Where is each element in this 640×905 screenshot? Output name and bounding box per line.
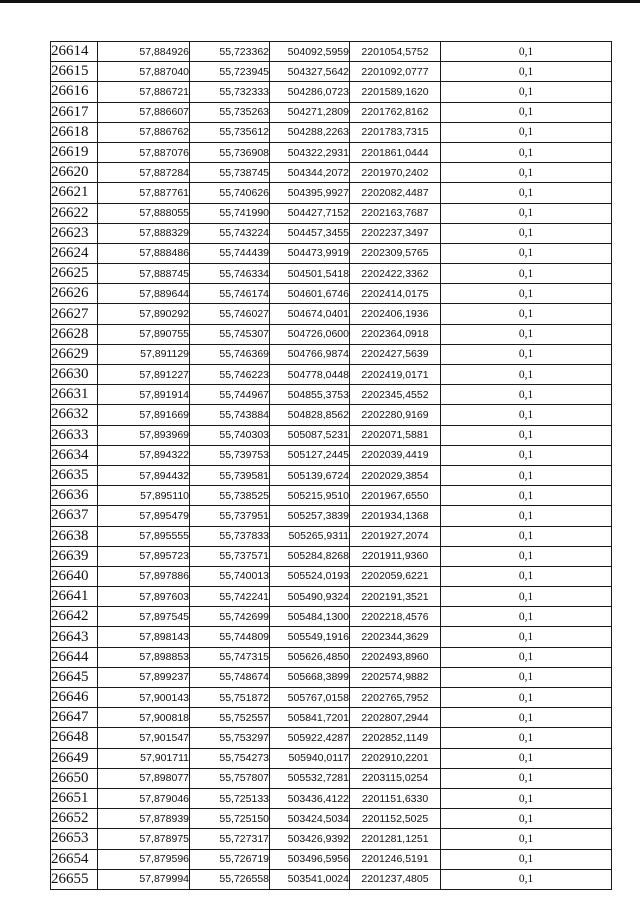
x-coordinate-cell: 504271,2809 (270, 102, 350, 122)
y-coordinate-cell: 2202029,3854 (350, 465, 441, 485)
longitude-cell: 55,744809 (190, 627, 270, 647)
latitude-cell: 57,886607 (98, 102, 190, 122)
table-row (51, 163, 612, 183)
longitude-cell: 55,723362 (190, 42, 270, 62)
x-coordinate-cell: 505215,9510 (270, 486, 350, 506)
point-number-cell: 26643 (51, 627, 98, 647)
accuracy-cell: 0,1 (441, 102, 612, 122)
accuracy-cell: 0,1 (441, 324, 612, 344)
point-number-cell: 26633 (51, 425, 98, 445)
longitude-cell: 55,743884 (190, 405, 270, 425)
table-row (51, 183, 612, 203)
longitude-cell: 55,738745 (190, 163, 270, 183)
accuracy-cell: 0,1 (441, 344, 612, 364)
latitude-cell: 57,887284 (98, 163, 190, 183)
latitude-cell: 57,898077 (98, 768, 190, 788)
longitude-cell: 55,723945 (190, 62, 270, 82)
longitude-cell: 55,747315 (190, 647, 270, 667)
accuracy-cell: 0,1 (441, 869, 612, 889)
table-row (51, 506, 612, 526)
x-coordinate-cell: 505490,9324 (270, 587, 350, 607)
longitude-cell: 55,735612 (190, 122, 270, 142)
accuracy-cell: 0,1 (441, 304, 612, 324)
y-coordinate-cell: 2202427,5639 (350, 344, 441, 364)
table-row (51, 809, 612, 829)
point-number-cell: 26638 (51, 526, 98, 546)
longitude-cell: 55,726558 (190, 869, 270, 889)
accuracy-cell: 0,1 (441, 768, 612, 788)
x-coordinate-cell: 504674,0401 (270, 304, 350, 324)
x-coordinate-cell: 504457,3455 (270, 223, 350, 243)
point-number-cell: 26641 (51, 587, 98, 607)
latitude-cell: 57,887761 (98, 183, 190, 203)
accuracy-cell: 0,1 (441, 163, 612, 183)
accuracy-cell: 0,1 (441, 264, 612, 284)
longitude-cell: 55,746369 (190, 344, 270, 364)
x-coordinate-cell: 504395,9927 (270, 183, 350, 203)
y-coordinate-cell: 2202344,3629 (350, 627, 441, 647)
longitude-cell: 55,746334 (190, 264, 270, 284)
y-coordinate-cell: 2202765,7952 (350, 688, 441, 708)
y-coordinate-cell: 2201151,6330 (350, 788, 441, 808)
y-coordinate-cell: 2202852,1149 (350, 728, 441, 748)
y-coordinate-cell: 2202807,2944 (350, 708, 441, 728)
accuracy-cell: 0,1 (441, 62, 612, 82)
latitude-cell: 57,886762 (98, 122, 190, 142)
longitude-cell: 55,752557 (190, 708, 270, 728)
table-row (51, 304, 612, 324)
accuracy-cell: 0,1 (441, 425, 612, 445)
latitude-cell: 57,901547 (98, 728, 190, 748)
latitude-cell: 57,888745 (98, 264, 190, 284)
table-row (51, 708, 612, 728)
y-coordinate-cell: 2202218,4576 (350, 607, 441, 627)
accuracy-cell: 0,1 (441, 627, 612, 647)
x-coordinate-cell: 504288,2263 (270, 122, 350, 142)
x-coordinate-cell: 504344,2072 (270, 163, 350, 183)
point-number-cell: 26616 (51, 82, 98, 102)
x-coordinate-cell: 505284,8268 (270, 546, 350, 566)
y-coordinate-cell: 2202419,0171 (350, 365, 441, 385)
latitude-cell: 57,891914 (98, 385, 190, 405)
table-row (51, 264, 612, 284)
table-row (51, 546, 612, 566)
point-number-cell: 26624 (51, 243, 98, 263)
accuracy-cell: 0,1 (441, 647, 612, 667)
accuracy-cell: 0,1 (441, 284, 612, 304)
y-coordinate-cell: 2202493,8960 (350, 647, 441, 667)
longitude-cell: 55,739753 (190, 445, 270, 465)
table-row (51, 647, 612, 667)
accuracy-cell: 0,1 (441, 667, 612, 687)
latitude-cell: 57,891129 (98, 344, 190, 364)
table-row (51, 486, 612, 506)
latitude-cell: 57,895479 (98, 506, 190, 526)
longitude-cell: 55,751872 (190, 688, 270, 708)
point-number-cell: 26652 (51, 809, 98, 829)
accuracy-cell: 0,1 (441, 465, 612, 485)
longitude-cell: 55,742699 (190, 607, 270, 627)
y-coordinate-cell: 2201152,5025 (350, 809, 441, 829)
latitude-cell: 57,901711 (98, 748, 190, 768)
point-number-cell: 26642 (51, 607, 98, 627)
point-number-cell: 26631 (51, 385, 98, 405)
y-coordinate-cell: 2201911,9360 (350, 546, 441, 566)
point-number-cell: 26653 (51, 829, 98, 849)
longitude-cell: 55,737833 (190, 526, 270, 546)
x-coordinate-cell: 505841,7201 (270, 708, 350, 728)
point-number-cell: 26630 (51, 365, 98, 385)
latitude-cell: 57,884926 (98, 42, 190, 62)
x-coordinate-cell: 504327,5642 (270, 62, 350, 82)
table-row (51, 284, 612, 304)
longitude-cell: 55,726719 (190, 849, 270, 869)
latitude-cell: 57,898143 (98, 627, 190, 647)
x-coordinate-cell: 504828,8562 (270, 405, 350, 425)
accuracy-cell: 0,1 (441, 728, 612, 748)
x-coordinate-cell: 504473,9919 (270, 243, 350, 263)
accuracy-cell: 0,1 (441, 122, 612, 142)
table-row (51, 829, 612, 849)
y-coordinate-cell: 2202910,2201 (350, 748, 441, 768)
latitude-cell: 57,895110 (98, 486, 190, 506)
y-coordinate-cell: 2201967,6550 (350, 486, 441, 506)
point-number-cell: 26621 (51, 183, 98, 203)
longitude-cell: 55,735263 (190, 102, 270, 122)
point-number-cell: 26627 (51, 304, 98, 324)
accuracy-cell: 0,1 (441, 688, 612, 708)
accuracy-cell: 0,1 (441, 788, 612, 808)
table-row (51, 42, 612, 62)
coordinates-table-body (51, 42, 612, 890)
x-coordinate-cell: 504726,0600 (270, 324, 350, 344)
y-coordinate-cell: 2201054,5752 (350, 42, 441, 62)
table-row (51, 405, 612, 425)
x-coordinate-cell: 505767,0158 (270, 688, 350, 708)
longitude-cell: 55,727317 (190, 829, 270, 849)
table-row (51, 849, 612, 869)
latitude-cell: 57,890292 (98, 304, 190, 324)
latitude-cell: 57,897603 (98, 587, 190, 607)
point-number-cell: 26628 (51, 324, 98, 344)
point-number-cell: 26648 (51, 728, 98, 748)
point-number-cell: 26625 (51, 264, 98, 284)
point-number-cell: 26649 (51, 748, 98, 768)
longitude-cell: 55,746223 (190, 365, 270, 385)
x-coordinate-cell: 503541,0024 (270, 869, 350, 889)
point-number-cell: 26623 (51, 223, 98, 243)
accuracy-cell: 0,1 (441, 849, 612, 869)
accuracy-cell: 0,1 (441, 82, 612, 102)
latitude-cell: 57,897545 (98, 607, 190, 627)
x-coordinate-cell: 505524,0193 (270, 566, 350, 586)
point-number-cell: 26614 (51, 42, 98, 62)
point-number-cell: 26639 (51, 546, 98, 566)
accuracy-cell: 0,1 (441, 223, 612, 243)
x-coordinate-cell: 504778,0448 (270, 365, 350, 385)
accuracy-cell: 0,1 (441, 203, 612, 223)
table-row (51, 223, 612, 243)
y-coordinate-cell: 2202422,3362 (350, 264, 441, 284)
x-coordinate-cell: 504322,2931 (270, 142, 350, 162)
latitude-cell: 57,891227 (98, 365, 190, 385)
point-number-cell: 26629 (51, 344, 98, 364)
longitude-cell: 55,738525 (190, 486, 270, 506)
x-coordinate-cell: 504766,9874 (270, 344, 350, 364)
latitude-cell: 57,888486 (98, 243, 190, 263)
accuracy-cell: 0,1 (441, 708, 612, 728)
x-coordinate-cell: 505484,1300 (270, 607, 350, 627)
accuracy-cell: 0,1 (441, 829, 612, 849)
point-number-cell: 26647 (51, 708, 98, 728)
x-coordinate-cell: 505257,3839 (270, 506, 350, 526)
accuracy-cell: 0,1 (441, 587, 612, 607)
table-row (51, 203, 612, 223)
x-coordinate-cell: 505139,6724 (270, 465, 350, 485)
latitude-cell: 57,900818 (98, 708, 190, 728)
y-coordinate-cell: 2201927,2074 (350, 526, 441, 546)
x-coordinate-cell: 504601,6746 (270, 284, 350, 304)
y-coordinate-cell: 2201589,1620 (350, 82, 441, 102)
longitude-cell: 55,725150 (190, 809, 270, 829)
y-coordinate-cell: 2202082,4487 (350, 183, 441, 203)
point-number-cell: 26619 (51, 142, 98, 162)
latitude-cell: 57,890755 (98, 324, 190, 344)
x-coordinate-cell: 504286,0723 (270, 82, 350, 102)
point-number-cell: 26634 (51, 445, 98, 465)
point-number-cell: 26646 (51, 688, 98, 708)
y-coordinate-cell: 2201934,1368 (350, 506, 441, 526)
table-row (51, 385, 612, 405)
x-coordinate-cell: 505549,1916 (270, 627, 350, 647)
y-coordinate-cell: 2202059,6221 (350, 566, 441, 586)
longitude-cell: 55,743224 (190, 223, 270, 243)
point-number-cell: 26637 (51, 506, 98, 526)
latitude-cell: 57,891669 (98, 405, 190, 425)
point-number-cell: 26615 (51, 62, 98, 82)
table-row (51, 667, 612, 687)
table-row (51, 788, 612, 808)
table-row (51, 728, 612, 748)
table-row (51, 142, 612, 162)
accuracy-cell: 0,1 (441, 546, 612, 566)
longitude-cell: 55,732333 (190, 82, 270, 102)
y-coordinate-cell: 2201092,0777 (350, 62, 441, 82)
longitude-cell: 55,739581 (190, 465, 270, 485)
y-coordinate-cell: 2202163,7687 (350, 203, 441, 223)
point-number-cell: 26636 (51, 486, 98, 506)
y-coordinate-cell: 2202364,0918 (350, 324, 441, 344)
table-row (51, 768, 612, 788)
latitude-cell: 57,895555 (98, 526, 190, 546)
latitude-cell: 57,893969 (98, 425, 190, 445)
x-coordinate-cell: 503436,4122 (270, 788, 350, 808)
y-coordinate-cell: 2202414,0175 (350, 284, 441, 304)
longitude-cell: 55,740013 (190, 566, 270, 586)
latitude-cell: 57,898853 (98, 647, 190, 667)
longitude-cell: 55,746027 (190, 304, 270, 324)
y-coordinate-cell: 2202406,1936 (350, 304, 441, 324)
longitude-cell: 55,741990 (190, 203, 270, 223)
x-coordinate-cell: 503426,9392 (270, 829, 350, 849)
latitude-cell: 57,899237 (98, 667, 190, 687)
longitude-cell: 55,748674 (190, 667, 270, 687)
point-number-cell: 26640 (51, 566, 98, 586)
table-row (51, 587, 612, 607)
y-coordinate-cell: 2202191,3521 (350, 587, 441, 607)
x-coordinate-cell: 505626,4850 (270, 647, 350, 667)
point-number-cell: 26622 (51, 203, 98, 223)
longitude-cell: 55,725133 (190, 788, 270, 808)
x-coordinate-cell: 504092,5959 (270, 42, 350, 62)
x-coordinate-cell: 505087,5231 (270, 425, 350, 445)
table-row (51, 82, 612, 102)
longitude-cell: 55,754273 (190, 748, 270, 768)
accuracy-cell: 0,1 (441, 486, 612, 506)
y-coordinate-cell: 2201783,7315 (350, 122, 441, 142)
table-row (51, 425, 612, 445)
x-coordinate-cell: 504427,7152 (270, 203, 350, 223)
point-number-cell: 26650 (51, 768, 98, 788)
x-coordinate-cell: 503496,5956 (270, 849, 350, 869)
latitude-cell: 57,894432 (98, 465, 190, 485)
point-number-cell: 26632 (51, 405, 98, 425)
point-number-cell: 26620 (51, 163, 98, 183)
accuracy-cell: 0,1 (441, 566, 612, 586)
x-coordinate-cell: 504855,3753 (270, 385, 350, 405)
x-coordinate-cell: 504501,5418 (270, 264, 350, 284)
accuracy-cell: 0,1 (441, 42, 612, 62)
longitude-cell: 55,746174 (190, 284, 270, 304)
table-row (51, 566, 612, 586)
y-coordinate-cell: 2201246,5191 (350, 849, 441, 869)
latitude-cell: 57,888055 (98, 203, 190, 223)
latitude-cell: 57,879994 (98, 869, 190, 889)
y-coordinate-cell: 2201762,8162 (350, 102, 441, 122)
table-row (51, 465, 612, 485)
table-row (51, 62, 612, 82)
point-number-cell: 26618 (51, 122, 98, 142)
accuracy-cell: 0,1 (441, 748, 612, 768)
longitude-cell: 55,740626 (190, 183, 270, 203)
table-row (51, 243, 612, 263)
point-number-cell: 26626 (51, 284, 98, 304)
table-row (51, 344, 612, 364)
y-coordinate-cell: 2202280,9169 (350, 405, 441, 425)
table-row (51, 607, 612, 627)
accuracy-cell: 0,1 (441, 809, 612, 829)
scan-edge-line (0, 0, 640, 3)
y-coordinate-cell: 2201861,0444 (350, 142, 441, 162)
longitude-cell: 55,753297 (190, 728, 270, 748)
y-coordinate-cell: 2202345,4552 (350, 385, 441, 405)
table-row (51, 526, 612, 546)
x-coordinate-cell: 505668,3899 (270, 667, 350, 687)
table-row (51, 102, 612, 122)
y-coordinate-cell: 2201237,4805 (350, 869, 441, 889)
latitude-cell: 57,887040 (98, 62, 190, 82)
latitude-cell: 57,894322 (98, 445, 190, 465)
table-row (51, 627, 612, 647)
y-coordinate-cell: 2202237,3497 (350, 223, 441, 243)
point-number-cell: 26645 (51, 667, 98, 687)
table-row (51, 365, 612, 385)
accuracy-cell: 0,1 (441, 506, 612, 526)
x-coordinate-cell: 505940,0117 (270, 748, 350, 768)
table-row (51, 748, 612, 768)
accuracy-cell: 0,1 (441, 445, 612, 465)
longitude-cell: 55,737571 (190, 546, 270, 566)
y-coordinate-cell: 2203115,0254 (350, 768, 441, 788)
table-row (51, 324, 612, 344)
y-coordinate-cell: 2201970,2402 (350, 163, 441, 183)
x-coordinate-cell: 505532,7281 (270, 768, 350, 788)
point-number-cell: 26655 (51, 869, 98, 889)
latitude-cell: 57,878939 (98, 809, 190, 829)
latitude-cell: 57,889644 (98, 284, 190, 304)
latitude-cell: 57,878975 (98, 829, 190, 849)
latitude-cell: 57,888329 (98, 223, 190, 243)
point-number-cell: 26617 (51, 102, 98, 122)
point-number-cell: 26635 (51, 465, 98, 485)
table-row (51, 688, 612, 708)
longitude-cell: 55,742241 (190, 587, 270, 607)
latitude-cell: 57,886721 (98, 82, 190, 102)
accuracy-cell: 0,1 (441, 142, 612, 162)
latitude-cell: 57,887076 (98, 142, 190, 162)
accuracy-cell: 0,1 (441, 385, 612, 405)
point-number-cell: 26654 (51, 849, 98, 869)
accuracy-cell: 0,1 (441, 243, 612, 263)
accuracy-cell: 0,1 (441, 405, 612, 425)
x-coordinate-cell: 505127,2445 (270, 445, 350, 465)
longitude-cell: 55,757807 (190, 768, 270, 788)
latitude-cell: 57,897886 (98, 566, 190, 586)
longitude-cell: 55,744439 (190, 243, 270, 263)
y-coordinate-cell: 2202309,5765 (350, 243, 441, 263)
coordinates-table (50, 41, 612, 890)
longitude-cell: 55,745307 (190, 324, 270, 344)
latitude-cell: 57,879596 (98, 849, 190, 869)
latitude-cell: 57,895723 (98, 546, 190, 566)
longitude-cell: 55,736908 (190, 142, 270, 162)
latitude-cell: 57,879046 (98, 788, 190, 808)
longitude-cell: 55,740303 (190, 425, 270, 445)
y-coordinate-cell: 2201281,1251 (350, 829, 441, 849)
accuracy-cell: 0,1 (441, 365, 612, 385)
y-coordinate-cell: 2202071,5881 (350, 425, 441, 445)
y-coordinate-cell: 2202039,4419 (350, 445, 441, 465)
accuracy-cell: 0,1 (441, 183, 612, 203)
table-row (51, 445, 612, 465)
y-coordinate-cell: 2202574,9882 (350, 667, 441, 687)
accuracy-cell: 0,1 (441, 607, 612, 627)
table-row (51, 869, 612, 889)
x-coordinate-cell: 503424,5034 (270, 809, 350, 829)
x-coordinate-cell: 505265,9311 (270, 526, 350, 546)
point-number-cell: 26644 (51, 647, 98, 667)
x-coordinate-cell: 505922,4287 (270, 728, 350, 748)
point-number-cell: 26651 (51, 788, 98, 808)
latitude-cell: 57,900143 (98, 688, 190, 708)
longitude-cell: 55,744967 (190, 385, 270, 405)
longitude-cell: 55,737951 (190, 506, 270, 526)
table-row (51, 122, 612, 142)
accuracy-cell: 0,1 (441, 526, 612, 546)
